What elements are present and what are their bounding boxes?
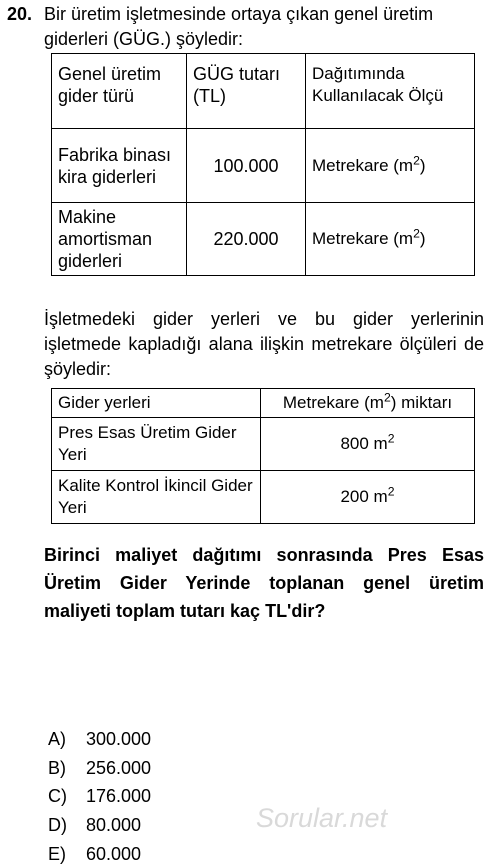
cell-area: 800 $m^2$ — [261, 418, 475, 471]
cell-cost-center: Pres Esas Üretim Gider Yeri — [52, 418, 261, 471]
watermark: Sorular.net — [256, 803, 388, 833]
cell-cost-type: Makine amortisman giderleri — [52, 203, 187, 276]
choice-letter: B) — [48, 757, 66, 778]
choice-letter: A) — [48, 729, 66, 749]
cell-allocation-measure: Metrekare $(m^2)$ — [306, 203, 475, 276]
choice-text: 256.000 — [86, 757, 152, 778]
header-cost-type: Genel üretim gider türü — [52, 54, 187, 129]
header-allocation-measure: Dağıtımında Kullanılacak Ölçü — [306, 54, 475, 129]
question-number: 20. — [7, 4, 33, 24]
choice-letter: E) — [48, 843, 66, 864]
table-row — [52, 129, 475, 203]
choice-b[interactable] — [48, 754, 151, 783]
table-row — [52, 418, 475, 471]
table-header-row — [52, 54, 475, 129]
choice-e[interactable] — [48, 840, 151, 868]
choice-text: 60.000 — [86, 843, 142, 864]
cell-cost-center: Kalite Kontrol İkincil Gider Yeri — [52, 471, 261, 524]
choice-text: 80.000 — [86, 815, 142, 836]
answer-choices — [48, 725, 151, 868]
choice-letter: D) — [48, 815, 67, 836]
cell-cost-amount: 220.000 — [187, 203, 306, 276]
cell-cost-amount: 100.000 — [187, 129, 306, 203]
choice-c[interactable] — [48, 782, 151, 811]
choice-text: 176.000 — [86, 786, 152, 807]
table-row — [52, 203, 475, 276]
choice-d[interactable] — [48, 811, 151, 840]
header-cost-center: Gider yerleri — [52, 389, 261, 418]
choice-text: 300.000 — [86, 729, 152, 749]
question-intro: Bir üretim işletmesinde ortaya çıkan genel üretim giderleri (GÜG.) şöyledir: — [44, 4, 434, 49]
table-row — [52, 471, 475, 524]
middle-text: İşletmedeki gider yerleri ve bu gider yerlerinin işletmede kapladığı alana ilişkin metrekare ölçüleri de şöyledir: — [44, 309, 484, 379]
header-cost-amount: GÜG tutarı (TL) — [187, 54, 306, 129]
choice-letter: C) — [48, 786, 67, 807]
cost-centers-table — [51, 388, 475, 524]
cell-area: 200 $m^2$ — [261, 471, 475, 524]
overhead-costs-table — [51, 53, 475, 276]
header-area: Metrekare $(m^2)$ miktarı — [261, 389, 475, 418]
cell-cost-type: Fabrika binası kira giderleri — [52, 129, 187, 203]
table-header-row — [52, 389, 475, 418]
question-prompt: Birinci maliyet dağıtımı sonrasında Pres Esas Üretim Gider Yerinde toplanan genel üretim maliyeti toplam tutarı kaç TL'dir? — [44, 545, 484, 621]
cell-allocation-measure: Metrekare $(m^2)$ — [306, 129, 475, 203]
choice-a[interactable] — [48, 725, 151, 754]
